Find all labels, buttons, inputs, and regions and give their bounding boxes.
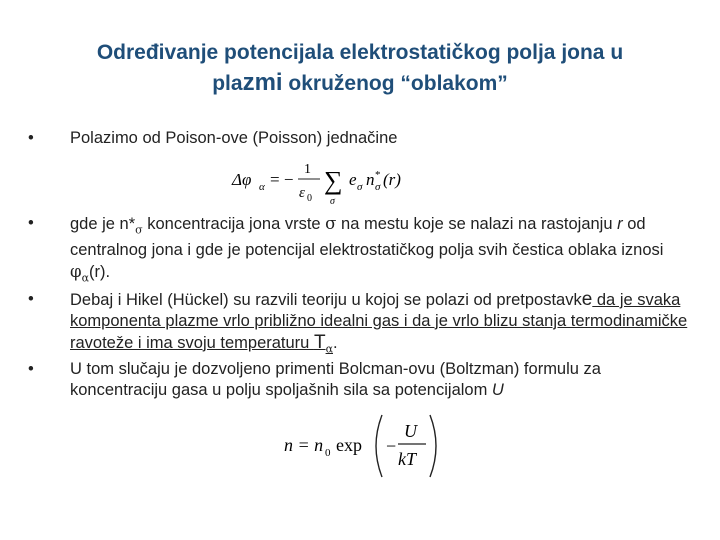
f1-n-sub: σ (375, 181, 381, 193)
f1-den-sub: 0 (307, 193, 312, 204)
bullet-2: • gde je $n*_\sigma$ koncentracija jona vrste σ na mestu koje se nalazi na rastojanju r od centralnog jona i gde je potencijal elektrostatičkog polja svih čestica oblaka iznosi $\varphi_\alpha(r)$. (28, 214, 664, 285)
bullet-dot: • (28, 359, 34, 378)
f1-sum-sub: σ (330, 196, 335, 207)
f2-exp: exp (336, 434, 362, 455)
f2-left-paren (376, 415, 382, 477)
f1-den: ε (299, 185, 305, 201)
f1-eq: = − (270, 170, 294, 189)
bullet-dot: • (28, 129, 34, 147)
slide-title (30, 38, 690, 99)
bullet-dot: • (28, 214, 34, 232)
f1-arg: (r) (383, 170, 401, 189)
f1-term: e (349, 170, 357, 189)
bullet-list (28, 128, 688, 481)
bullet-3: • Debaj i Hikel (Hückel) su razvili teoriju u kojoj se polazi od pretpostavke da je svaka komponenta plazme vrlo približno idealni gas i da je vrlo blizu stanja termodinamičke ravoteže i ima svoju temperaturu $T_\alpha$. (28, 288, 688, 355)
f1-sum: ∑ (324, 166, 343, 195)
f1-num: 1 (304, 162, 311, 177)
f2-num: U (404, 420, 417, 441)
f1-n: n (366, 170, 375, 189)
f2-den: kT (398, 448, 416, 469)
f2-minus: − (386, 435, 397, 456)
f1-term-sub: σ (357, 181, 363, 193)
title-line-1: Određivanje potencijala elektrostatičkog polja jona u (96, 41, 624, 64)
f2-lhs-sub: 0 (325, 446, 331, 459)
f1-lhs-sub: α (259, 181, 265, 193)
f1-lhs: Δφ (232, 170, 252, 189)
title-line-2: plazmi okruženog “oblakom” (212, 69, 508, 96)
poisson-equation (28, 149, 688, 207)
bullet-4: • U tom slučaju je dozvoljeno primenti Bolcman-ovu (Boltzman) formulu za koncentraciju gasa u polju spoljašnih sila sa potencijalom U (28, 359, 601, 399)
bullet-1: • Polazimo od Poison-ove (Poisson) jednačine (28, 129, 398, 147)
boltzmann-formula (28, 409, 688, 481)
bullet-dot: • (28, 289, 34, 308)
f2-right-paren (430, 415, 436, 477)
f1-n-sup: * (375, 169, 381, 181)
f2-lhs: n = n (284, 434, 324, 455)
